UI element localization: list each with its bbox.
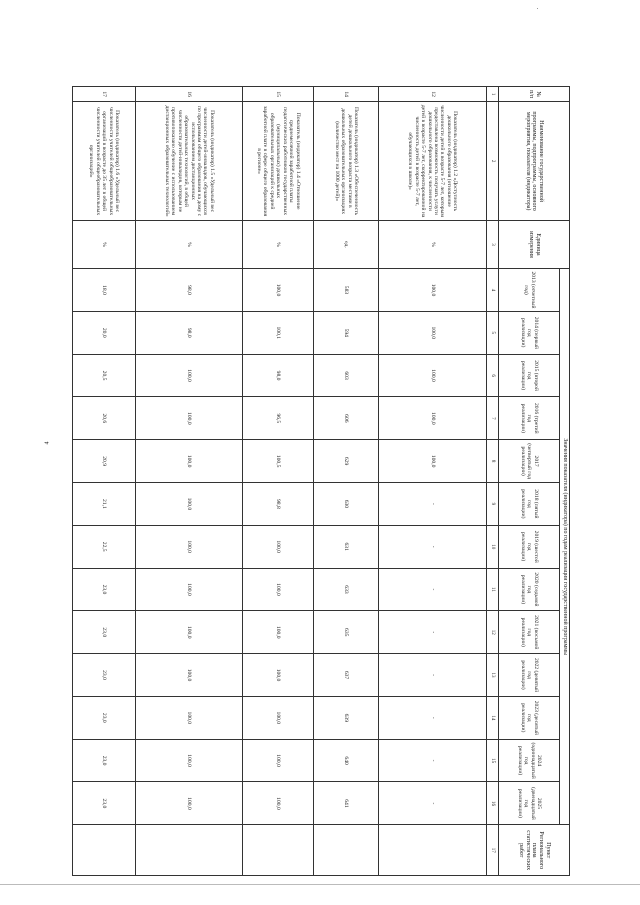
value-cell: 633 [314, 568, 379, 611]
column-number: 13 [487, 654, 499, 697]
plan-cell [73, 825, 136, 876]
header-year: 2022 (девятый год реализации) [499, 654, 560, 697]
value-cell: 640 [314, 739, 379, 782]
page-number: 4 [44, 441, 51, 445]
column-number: 10 [487, 525, 499, 568]
header-year: 2020 (седьмой год реализации) [499, 568, 560, 611]
unit-cell: % [136, 220, 243, 268]
value-cell: - [379, 611, 487, 654]
value-cell: 100,0 [136, 397, 243, 440]
indicator-name: Показатель (индикатор) 1.4 «Отношение среднемесячной заработной платы педагогических работников государственных (муниципальных) дошкольных образовательных организаций к средней заработной плате в сфере общего образования в регионе» [243, 102, 314, 220]
value-cell: 23,0 [73, 611, 136, 654]
value-cell: 100,0 [379, 397, 487, 440]
header-year: 2013 (отчетный год) [499, 269, 560, 312]
unit-cell: ед. [314, 220, 379, 268]
header-num: № п/п [499, 87, 570, 102]
value-cell: 100,0 [243, 611, 314, 654]
header-plan: Пункт Регионального плана статистических работ [499, 825, 570, 876]
value-cell: 100,0 [243, 525, 314, 568]
value-cell: 100,0 [136, 483, 243, 526]
column-number: 8 [487, 440, 499, 483]
table-row [73, 87, 136, 876]
plan-cell [379, 825, 487, 876]
header-unit: Единица измерения [499, 220, 570, 268]
header-year: 2018 (пятый год реализации) [499, 483, 560, 526]
value-cell: 100,0 [243, 739, 314, 782]
value-cell: 23,0 [73, 654, 136, 697]
value-cell: 98,0 [136, 269, 243, 312]
value-cell: 100,0 [136, 525, 243, 568]
value-cell: 98,0 [243, 354, 314, 397]
column-number: 17 [487, 825, 499, 876]
value-cell: - [379, 568, 487, 611]
table-row [243, 87, 314, 876]
page-bottom-line [0, 884, 640, 885]
header-group: Значения показателя (индикатора) по годам реализации государственной программы [560, 269, 570, 825]
plan-cell [243, 825, 314, 876]
value-cell: 100,0 [379, 269, 487, 312]
header-name: Наименование государственной программы, подпрограммы, основного мероприятия, показателя (индикатора) [499, 102, 570, 220]
value-cell: 603 [314, 354, 379, 397]
value-cell: 20,5 [73, 354, 136, 397]
header-year: 2015 (второй год реализации) [499, 354, 560, 397]
value-cell: 100,1 [243, 311, 314, 354]
row-number: 15 [243, 87, 314, 102]
value-cell: 637 [314, 654, 379, 697]
value-cell: 635 [314, 611, 379, 654]
value-cell: 100,0 [243, 654, 314, 697]
header-year: 2016 (третий год реализации) [499, 397, 560, 440]
scan-speck [537, 8, 538, 9]
value-cell: 96,5 [243, 397, 314, 440]
column-number: 7 [487, 397, 499, 440]
header-year: 2021 (восьмой год реализации) [499, 611, 560, 654]
value-cell: 100,0 [136, 654, 243, 697]
value-cell: - [379, 696, 487, 739]
row-number: 12 [379, 87, 487, 102]
value-cell: 100,0 [136, 739, 243, 782]
value-cell: 23,0 [73, 739, 136, 782]
column-number: 9 [487, 483, 499, 526]
value-cell: 20,6 [73, 397, 136, 440]
plan-cell [314, 825, 379, 876]
rotated-table-container [80, 86, 570, 876]
column-number: 16 [487, 782, 499, 825]
column-number: 1 [487, 87, 499, 102]
header-year: 2017 (четвертый год реализации) [499, 440, 560, 483]
column-number: 11 [487, 568, 499, 611]
value-cell: - [379, 654, 487, 697]
value-cell: - [379, 739, 487, 782]
value-cell: 20,9 [73, 440, 136, 483]
unit-cell: % [243, 220, 314, 268]
column-number: 3 [487, 220, 499, 268]
row-number: 16 [136, 87, 243, 102]
value-cell: 98,8 [243, 483, 314, 526]
value-cell: 583 [314, 269, 379, 312]
value-cell: 100,0 [379, 311, 487, 354]
column-number: 2 [487, 102, 499, 220]
value-cell: 100,0 [379, 354, 487, 397]
column-number: 6 [487, 354, 499, 397]
value-cell: 100,0 [136, 568, 243, 611]
column-number: 5 [487, 311, 499, 354]
indicator-name: Показатель (индикатор) 1.2 «Доступность дошкольного образования (отношение численности детей в возрасте 5-7 лет, которым предоставлена возможность получать услуги дошкольного образования, к численности детей в возрасте 5-7 лет, скорректированной на численность детей в возрасте 5-7 лет, обучающихся в школе)» [379, 102, 487, 220]
value-cell: 641 [314, 782, 379, 825]
value-cell: 20,0 [73, 311, 136, 354]
value-cell: 100,0 [136, 696, 243, 739]
column-number: 4 [487, 269, 499, 312]
value-cell: 100,0 [243, 696, 314, 739]
indicator-name: Показатель (индикатор) 1.3 «Обеспеченность детей дошкольного возраста местами в дошкольных образовательных организациях (количество мест на 1000 детей)» [314, 102, 379, 220]
value-cell: - [379, 525, 487, 568]
value-cell: 100,0 [243, 269, 314, 312]
value-cell: - [379, 782, 487, 825]
value-cell: 22,5 [73, 525, 136, 568]
value-cell: 21,1 [73, 483, 136, 526]
value-cell: 18,0 [73, 269, 136, 312]
value-cell: 100,0 [243, 568, 314, 611]
value-cell: 606 [314, 397, 379, 440]
value-cell: 98,0 [136, 311, 243, 354]
value-cell: 594 [314, 311, 379, 354]
value-cell: 23,0 [73, 696, 136, 739]
value-cell: 100,0 [379, 440, 487, 483]
column-number: 12 [487, 611, 499, 654]
column-number: 15 [487, 739, 499, 782]
indicator-name: Показатель (индикатор) 1.6 «Удельный вес численности учителей общеобразовательных организаций в возрасте до 35 лет в общей численности учителей общеобразовательных организаций» [73, 102, 136, 220]
row-number: 14 [314, 87, 379, 102]
value-cell: 639 [314, 696, 379, 739]
value-cell: 23,0 [73, 782, 136, 825]
header-year: 2014 (первый год реализации) [499, 311, 560, 354]
header-year: 2025 (двенадцатый год реализации) [499, 782, 560, 825]
indicators-table [72, 86, 570, 876]
value-cell: 631 [314, 525, 379, 568]
value-cell: 100,0 [243, 782, 314, 825]
value-cell: - [379, 483, 487, 526]
header-year: 2024 (одиннадцатый год реализации) [499, 739, 560, 782]
value-cell: 100,0 [136, 354, 243, 397]
value-cell: 23,0 [73, 568, 136, 611]
value-cell: 100,0 [136, 611, 243, 654]
unit-cell: % [73, 220, 136, 268]
plan-cell [136, 825, 243, 876]
table-row [379, 87, 487, 876]
value-cell: 100,0 [136, 782, 243, 825]
value-cell: 629 [314, 440, 379, 483]
indicator-name: Показатель (индикатор) 1.5 «Удельный вес численности детей-инвалидов, обучающихся по программам общего образования на дому с использованием дистанционных образовательных технологий, в общей численности детей-инвалидов, которым не противопоказано обучение с использованием дистанционных образовательных технологий» [136, 102, 243, 220]
unit-cell: % [379, 220, 487, 268]
table-row [136, 87, 243, 876]
header-year: 2023 (десятый год реализации) [499, 696, 560, 739]
header-year: 2019 (шестой год реализации) [499, 525, 560, 568]
value-cell: 630 [314, 483, 379, 526]
column-number: 14 [487, 696, 499, 739]
table-row [314, 87, 379, 876]
value-cell: 100,5 [243, 440, 314, 483]
row-number: 17 [73, 87, 136, 102]
value-cell: 100,0 [136, 440, 243, 483]
